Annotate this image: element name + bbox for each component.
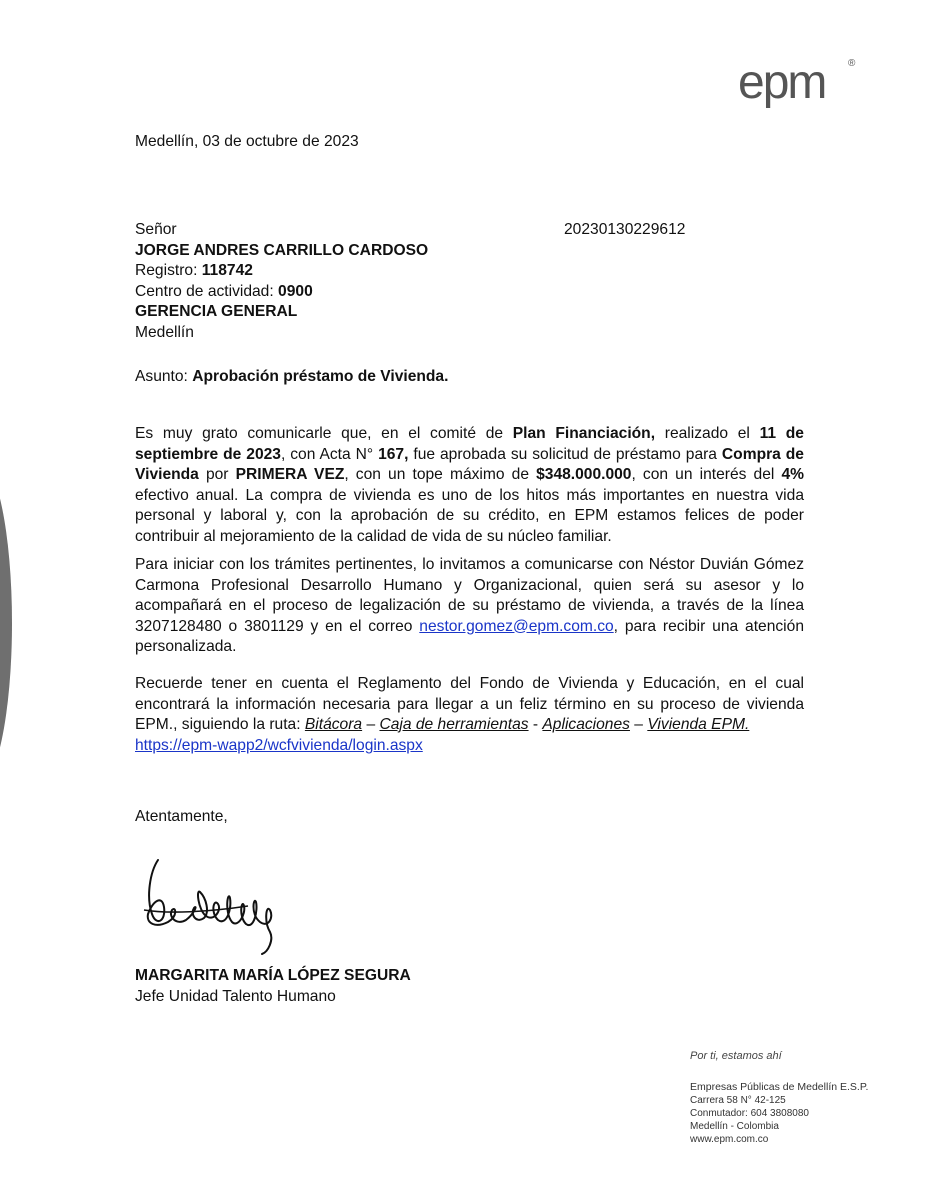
p1-text: Es muy grato comunicarle que, en el comité de <box>135 425 513 442</box>
recipient-block <box>135 220 804 343</box>
p1-plan: Plan Financiación, <box>512 425 656 442</box>
footer-contact <box>690 1050 900 1146</box>
p1-text: , con un tope máximo de <box>344 466 537 483</box>
radicado-number: 20230130229612 <box>564 221 686 238</box>
footer-address: Carrera 58 N° 42-125 <box>690 1095 786 1106</box>
salutation: Señor <box>135 221 177 238</box>
paragraph-approval <box>135 424 804 547</box>
paragraph-contact <box>135 555 804 658</box>
subject-line <box>135 367 804 388</box>
logo-wordmark: epm <box>738 56 826 109</box>
p1-rate: 4% <box>781 466 804 483</box>
vivienda-url-link[interactable]: https://epm-wapp2/wcfvivienda/login.aspx <box>135 736 423 754</box>
signature-image <box>138 852 288 957</box>
paragraph-reglamento <box>135 674 804 756</box>
page-shadow-edge <box>0 458 12 788</box>
p1-text: , con un interés del <box>631 466 782 483</box>
footer-city: Medellín - Colombia <box>690 1121 779 1132</box>
centro-line <box>135 282 804 303</box>
p3-text: Recuerde tener en cuenta el Reglamento del Fondo de Vivienda y Educación, en el cual encontrará la información necesaria para llegar a un feliz término en su proceso de vivienda EPM., siguiendo la ruta: <box>135 675 804 733</box>
centro-label: Centro de actividad: <box>135 282 274 300</box>
letter-date: Medellín, 03 de octubre de 2023 <box>135 133 359 150</box>
p2-text: , para recibir una atención personalizada. <box>135 617 804 655</box>
registro-value: 118742 <box>201 262 253 279</box>
footer-web: www.epm.com.co <box>690 1134 769 1145</box>
p1-text: realizado el <box>655 425 760 442</box>
recipient-city: Medellín <box>135 323 194 341</box>
subject-label: Asunto: <box>135 368 188 385</box>
p1-date: 11 de septiembre de 2023 <box>135 425 804 463</box>
registro-label: Registro: <box>135 262 198 279</box>
signer-title: Jefe Unidad Talento Humano <box>135 987 336 1005</box>
p1-amount: $348.000.000 <box>536 466 632 483</box>
footer-slogan: Por ti, estamos ahí <box>690 1050 782 1062</box>
signer-block <box>135 966 804 1007</box>
subject-text: Aprobación préstamo de Vivienda. <box>192 368 449 385</box>
registered-mark: ® <box>848 58 856 69</box>
route-vivienda-epm: Vivienda EPM. <box>647 716 750 733</box>
registro-line <box>135 261 804 282</box>
recipient-name: JORGE ANDRES CARRILLO CARDOSO <box>135 241 429 259</box>
route-sep: – <box>629 716 648 733</box>
p1-text: efectivo anual. La compra de vivienda es uno de los hitos más importantes en nuestra vida personal y laboral y, con la aprobación de su crédito, en EPM estamos felices de poder contribuir al mejoramiento de la calidad de vida de su núcleo familiar. <box>135 486 804 545</box>
recipient-area: GERENCIA GENERAL <box>135 303 298 320</box>
p1-text: por <box>198 466 236 483</box>
route-caja-herramientas: Caja de herramientas <box>379 716 529 733</box>
route-bitacora: Bitácora <box>304 716 363 733</box>
signer-name: MARGARITA MARÍA LÓPEZ SEGURA <box>135 967 411 984</box>
centro-value: 0900 <box>278 282 313 300</box>
email-link[interactable]: nestor.gomez@epm.com.co <box>419 617 614 635</box>
footer-phone: Conmutador: 604 3808080 <box>690 1108 809 1119</box>
route-aplicaciones: Aplicaciones <box>542 716 630 733</box>
p1-text: , con Acta N° <box>280 445 379 463</box>
closing: Atentamente, <box>135 808 228 825</box>
p1-purpose: Compra de Vivienda <box>135 445 804 483</box>
route-sep: – <box>362 716 380 733</box>
footer-company: Empresas Públicas de Medellín E.S.P. <box>690 1081 869 1093</box>
epm-logo <box>738 54 862 116</box>
p1-first-time: PRIMERA VEZ <box>235 466 345 483</box>
p1-acta: 167, <box>378 445 409 463</box>
p1-text: fue aprobada su solicitud de préstamo para <box>408 445 722 463</box>
route-sep: - <box>528 716 543 733</box>
p2-text: Para iniciar con los trámites pertinentes, lo invitamos a comunicarse con Néstor Duvián Gómez Carmona Profesional Desarrollo Humano y Organizacional, quien será su asesor y lo acompañará en el proceso de legalización de su préstamo de vivienda, a través de la línea 3207128480 o 3801129 y en el correo <box>135 556 804 635</box>
